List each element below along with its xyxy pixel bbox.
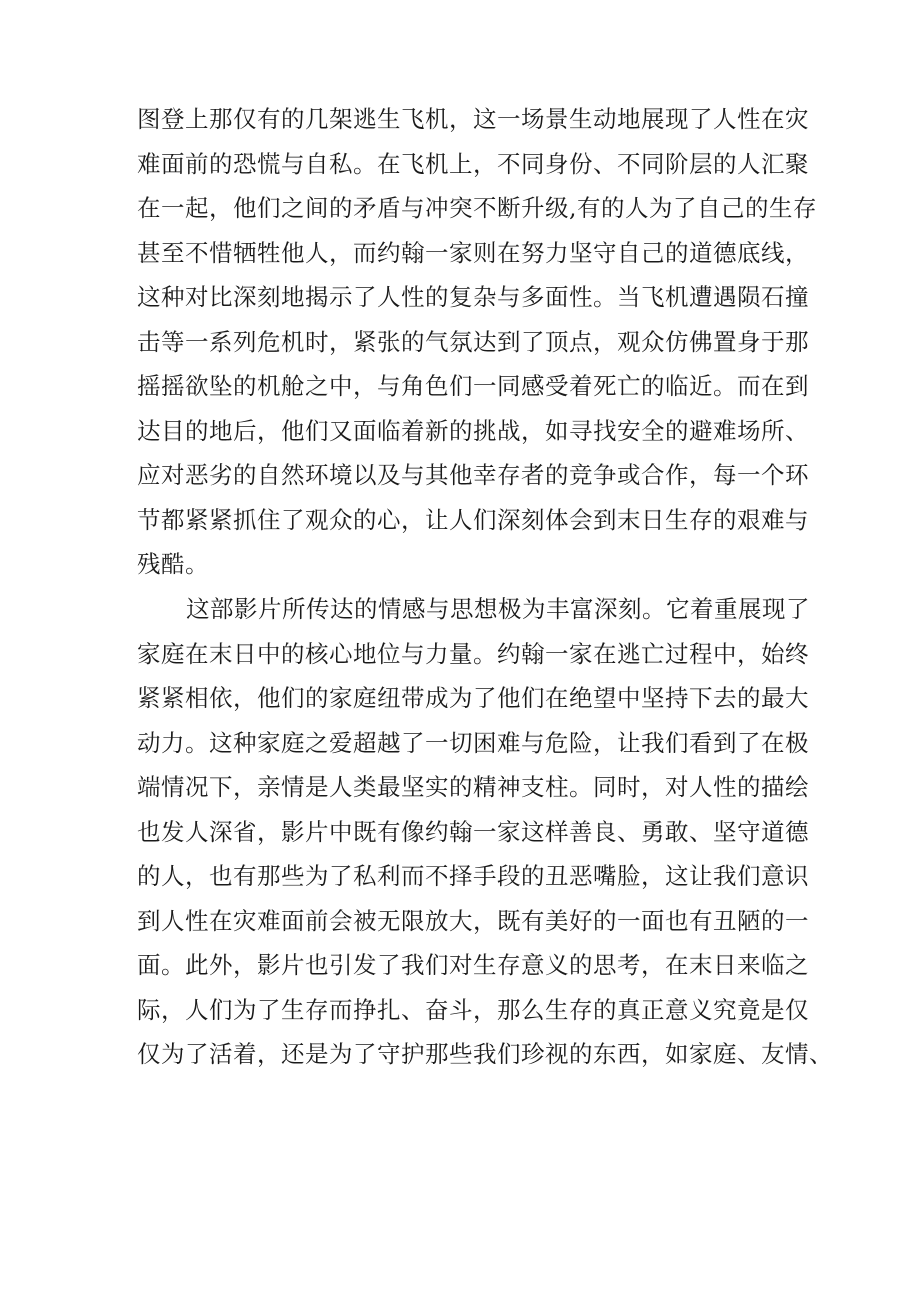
paragraph-line: 的人，也有那些为了私利而不择手段的丑恶嘴脸，这让我们意识 <box>137 862 809 891</box>
paragraph-line: 面。此外，影片也引发了我们对生存意义的思考，在末日来临之 <box>137 951 809 980</box>
paragraph-line: 端情况下，亲情是人类最坚实的精神支柱。同时，对人性的描绘 <box>137 773 809 802</box>
body-text <box>137 97 833 1077</box>
paragraph-line: 在一起，他们之间的矛盾与冲突不断升级,有的人为了自己的生存 <box>137 194 817 223</box>
paragraph-line: 际，人们为了生存而挣扎、奋斗，那么生存的真正意义究竟是仅 <box>137 995 809 1024</box>
paragraph-line: 残酷。 <box>137 550 209 579</box>
paragraph-line: 应对恶劣的自然环境以及与其他幸存者的竞争或合作，每一个环 <box>137 461 809 490</box>
paragraph-line: 家庭在末日中的核心地位与力量。约翰一家在逃亡过程中，始终 <box>137 639 809 668</box>
paragraph-line: 击等一系列危机时，紧张的气氛达到了顶点，观众仿佛置身于那 <box>137 327 809 356</box>
paragraph-line: 节都紧紧抓住了观众的心，让人们深刻体会到末日生存的艰难与 <box>137 505 809 534</box>
paragraph-line: 达目的地后，他们又面临着新的挑战，如寻找安全的避难场所、 <box>137 416 809 445</box>
paragraph-line: 紧紧相依，他们的家庭纽带成为了他们在绝望中坚持下去的最大 <box>137 684 809 713</box>
paragraph-line: 动力。这种家庭之爱超越了一切困难与危险，让我们看到了在极 <box>137 728 809 757</box>
paragraph-line: 到人性在灾难面前会被无限放大，既有美好的一面也有丑陋的一 <box>137 906 809 935</box>
paragraph-line: 这种对比深刻地揭示了人性的复杂与多面性。当飞机遭遇陨石撞 <box>137 283 809 312</box>
paragraph-line: 摇摇欲坠的机舱之中，与角色们一同感受着死亡的临近。而在到 <box>137 372 809 401</box>
paragraph-line: 难面前的恐慌与自私。在飞机上，不同身份、不同阶层的人汇聚 <box>137 149 809 178</box>
paragraph-line: 这部影片所传达的情感与思想极为丰富深刻。它着重展现了 <box>186 595 810 624</box>
paragraph-line: 仅为了活着，还是为了守护那些我们珍视的东西，如家庭、友情、 <box>137 1040 833 1069</box>
paragraph-line: 甚至不惜牺牲他人，而约翰一家则在努力坚守自己的道德底线， <box>137 238 809 267</box>
paragraph-1 <box>137 97 817 587</box>
paragraph-line: 图登上那仅有的几架逃生飞机，这一场景生动地展现了人性在灾 <box>137 105 809 133</box>
paragraph-2 <box>137 587 833 1077</box>
paragraph-line: 也发人深省，影片中既有像约翰一家这样善良、勇敢、坚守道德 <box>137 817 809 846</box>
